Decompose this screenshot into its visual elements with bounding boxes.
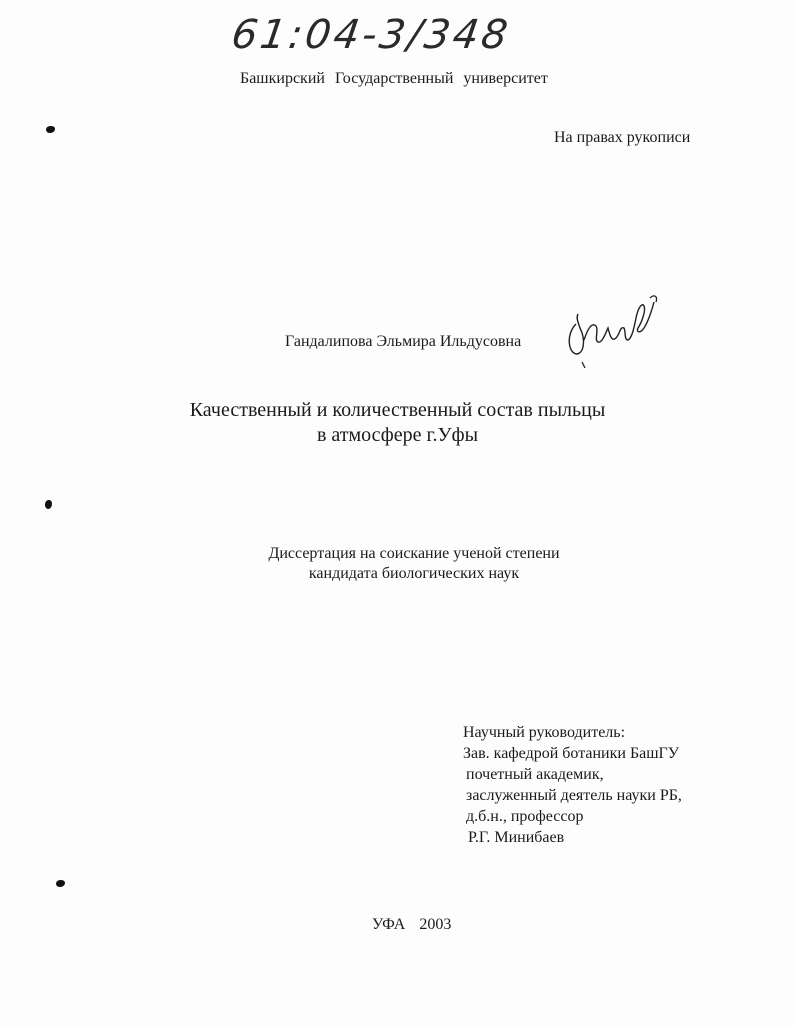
supervisor-line: д.б.н., профессор <box>466 808 584 825</box>
scan-speck <box>46 126 55 133</box>
signature-icon <box>562 288 672 378</box>
rights-note: На правах рукописи <box>554 129 691 146</box>
author-signature <box>562 288 672 378</box>
scan-speck <box>56 880 65 887</box>
dissertation-title <box>0 398 795 448</box>
university-name: Башкирский Государственный университет <box>240 70 548 87</box>
supervisor-name: Р.Г. Минибаев <box>468 829 565 846</box>
supervisor-heading: Научный руководитель: <box>463 724 626 741</box>
archive-code-handwritten: 61:04-3/348 <box>228 12 514 58</box>
scan-speck <box>45 500 52 509</box>
supervisor-line: заслуженный деятель науки РБ, <box>466 787 682 804</box>
degree-line-2: кандидата биологических наук <box>308 565 520 582</box>
degree-line-1: Диссертация на соискание ученой степени <box>268 545 560 562</box>
supervisor-line: почетный академик, <box>466 766 604 783</box>
author-name: Гандалипова Эльмира Ильдусовна <box>285 333 522 350</box>
degree-statement <box>0 544 795 584</box>
title-line-1: Качественный и количественный состав пыльцы <box>189 399 606 421</box>
supervisor-info <box>463 722 682 848</box>
supervisor-line: Зав. кафедрой ботаники БашГУ <box>463 745 680 762</box>
city-year: УФА 2003 <box>372 916 452 933</box>
title-line-2: в атмосфере г.Уфы <box>316 424 479 446</box>
